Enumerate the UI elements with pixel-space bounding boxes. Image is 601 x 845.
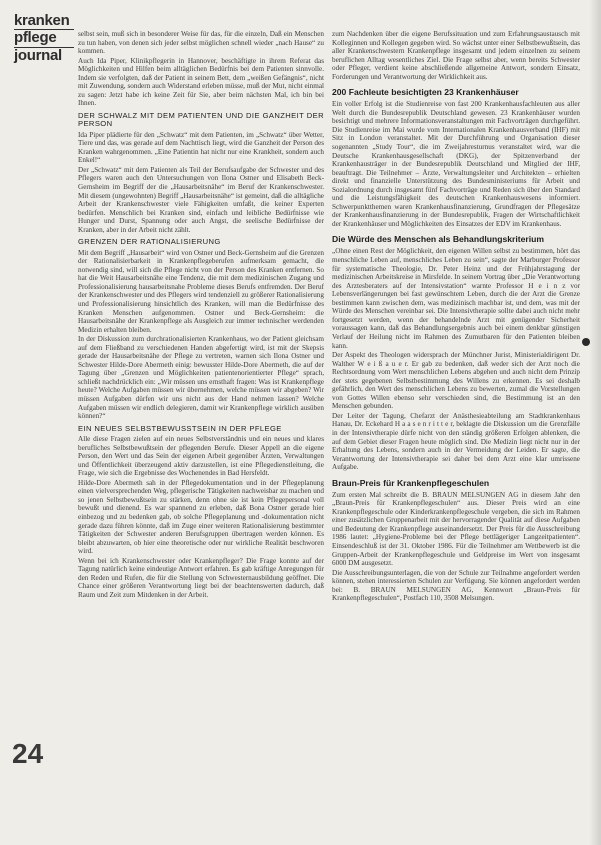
paragraph: In der Diskussion zum durchrationalisierten Krankenhaus, wo der Patient gleichsam auf dem Fließband zu verschiedenen Handen abgefertigt wird, ist mit der Skepsis gerade der Hausarbeitsnähe der Pflege zu vertreten, warnen sich Ilona Ostner und Schwester Hilde-Dore Abermeth einig: bewusster Hilde-Dore Abermeth, die auf der Tagung über „Grenzen und Möglichkeiten patientenorientierter Pflege“ sprach, schließt nachdrücklich ein: „Wir müssen uns ernsthaft fragen: Was ist Krankenpflege heute? Welche Aufgaben müssen wir übernehmen, welche müssen wir abgeben? Wir müssen Aufgaben dürfen wir uns nicht aus der Hand nehmen lassen? Welche Aufgaben müssen wir endlich delegieren, damit wir Krankenpflege wirklich ausüben können?“ — [78, 335, 324, 421]
paragraph: selbst sein, muß sich in besonderer Weise für das, für die einzeln, Daß ein Menschen zu tun haben, von denen sich jeder selbst möglichen schnell wieder „nach Hause“ zu kommen. — [78, 30, 324, 56]
masthead-line-kranken: kranken — [14, 12, 70, 29]
paragraph: Der Leiter der Tagung, Chefarzt der Anästhesieabteilung am Stadtkrankenhaus Hanau, Dr. Eckehard H a a s e n r i t t e r, beklagte die Diskussion um die Grenzfälle in der Intensivtherapie dürfe nicht von den ständig größeren Erfolgen ablenken, die auf dem Gebiet dieser Fragen heute möglich sind. Die Medizin liegt nicht nur in der Erhaltung des Lebens, sondern auch in der Vermeidung der Leiden. Er sagte, die Verantwortung der Intensivtherapie sei daher bei dem Arzt eine klar umrissene Aufgabe. — [332, 411, 580, 472]
paragraph: „Ohne einen Rest der Möglichkeit, den eigenen Willen selbst zu bestimmen, hört das menschliche Leben auf, menschliches Leben zu sein“, sagte der Marburger Professor für systematische Theologie, Dr. Peter Heinz und der Frühjahrstagung der medizinischen Arbeitskreise in Mirsfelde. In seinem Vortrag über „Die Verantwortung des Arztesberaters auf der Intensivstation“ warnte Professor H e i n z vor Lebensverlängerungen bei fast gewünschtem Leben, durch die der Arzt die Grenze bestimmen kann zwischen dem, was medizinisch machbar ist, und dem, was mit der Würde des Menschen vereinbar sei. Die Intensivtherapie sollte dabei auch nicht mehr fortgesetzt werden, wenn der behandelnde Arzt mit genügender Sicherheit voraussagen kann, daß das Behandlungsergebnis auch bei einem denkbar günstigen Verlauf der Heilung nicht im Rahmen des Zumutbaren für den Patienten bleiben kann. — [332, 247, 580, 350]
section-heading: GRENZEN DER RATIONALISIERUNG — [78, 237, 221, 247]
paragraph: Die Ausschreibungsunterlagen, die von der Schule zur Teilnahme angefordert werden können, stehen interessierten Schulen zur Verfügung. Sie können angefordert werden bei: B. BRAUN MELSUNGEN AG, Kennwort „Braun-Preis für Krankenpflegeschulen“, Postfach 110, 3508 Melsungen. — [332, 568, 580, 603]
section-heading: Braun-Preis für Krankenpflegeschulen — [332, 477, 490, 488]
paragraph: Der Aspekt des Theologen widersprach der Münchner Jurist, Ministerialdirigent Dr. Walther W e i ß a u e r. Er gab zu bedenken, daß weder sich der Arzt noch die Rechtsordnung vom Wert menschlichen Lebens abgehen und auch nicht dem Prinzip der stets gegebenen Selbstbestimmung des Willens zu erkennen. Es sei deshalb gefährlich, den Wert des menschlichen Lebens zu bewerten, zumal die Vorstellungen von Gottes Willen ebenso sehr verschieden sind, die Bestimmung ist an den Menschen gebunden. — [332, 351, 580, 411]
paragraph: Zum ersten Mal schreibt die B. BRAUN MELSUNGEN AG in diesem Jahr den „Braun-Preis für Krankenpflegeschulen“ aus. Dieser Preis wird an eine Krankenpflegeschule oder Kinderkrankenpflegeschule vergeben, die sich im Rahmen einer zusätzlichen Gruppenarbeit mit der hervorragender Qualität auf diese Aufgaben und Bedeutung der Krankenpflege auseinandersetzt. Der Preis für die Ausschreibung 1986 lautet: „Hygiene-Probleme bei der Pflege bettlägeriger Langzeitpatienten“. Einsendeschluß ist der 31. Oktober 1986. Für die Teilnehmer am Wettbewerb ist die Gruppen-Arbeit der Krankenpflegeschule und Geldpreise im Wert von insgesamt 6000 DM ausgesetzt. — [332, 490, 580, 568]
section-heading: 200 Fachleute besichtigten 23 Krankenhäuser — [332, 87, 519, 98]
masthead-line-journal: journal — [14, 46, 62, 64]
paragraph: Der „Schwatz“ mit dem Patienten als Teil der Berufsaufgabe der Schwester und des Pflegers waren auch den Untersuchungen von Ilona Ostner und Elisabeth Beck-Gernsheim im Begriff der die „Hausarbeitsnähe“ im Beruf der Krankenschwester. Mit diesem (ungewohnten) Begriff „Hausarbeitsnähe“ ist gemeint, daß die alltägliche Arbeit der Krankenschwester viele Fähigkeiten umfaßt, die keiner Experten bedürfen. Menschlich bei Kranken sind, einfach und leibliche Bedürfnisse wie Hunger und Durst, Spannung oder auch Angst, die seelische Bedürfnisse der Kranken, aber in der Arbeit nicht zählt. — [78, 165, 324, 234]
journal-masthead — [14, 14, 74, 63]
paragraph: Alle diese Fragen zielen auf ein neues Selbstverständnis und ein neues und klares berufliches Selbstbewußtsein der pflegenden Berufe. Dieser Appell an die eigene Person, den Wert und das Sein der eigenen Arbeit gegenüber Ärzten, Verwaltungen und Öffentlichkeit überzeugend aktiv darzustellen, ist eine Pflegedienstleitung, die Frage, wie sich die Ergebnisse des Wochenendes in Bad Hersfeldt. — [78, 435, 324, 478]
paragraph: Ein voller Erfolg ist die Studienreise von fast 200 Krankenhausfachleuten aus aller Welt durch die Bundesrepublik Deutschland gewesen. 23 Krankenhäuser wurden besichtigt und mehrere Informationsveranstaltungen mit Fachvorträgen durchgeführt. Die Studienreise im Mai wurde vom Internationalen Krankenhausverband (IHF) mit Sitz in London veranstaltet. Mit der Durchführung und Organisation dieser sogenannten „Study Tour“, die im Zweijahresturnus veranstaltet wird, war die Deutsche Krankenhausgesellschaft (DKG), der Spitzenverband der Krankenhausträger in der Bundesrepublik Deutschland und Mitglied der IHF, beauftragt. Die Teilnehmer – Ärzte, Verwaltungsleiter und Architekten – erhielten direkt und finanzielle Unterstützung des Bundesministeriums für Arbeit und Sozialordnung durch insgesamt fünf Fachvorträge und Reden sich über den Standard und die Leistungsfähigkeit des deutschen Krankenhauswesens informiert. Schwerpunktthemen waren Krankenhausfinanzierung, Grundfragen der Pflegesätze der Krankenhausfinanzierung in der Bundesrepublik, Fragen der Wirtschaftlichkeit der Krankenhäuser und Möglichkeiten des Einsatzes der EDV im Krankenhaus. — [332, 100, 580, 228]
paragraph: zum Nachdenken über die eigene Berufssituation und zum Erfahrungsaustausch mit Kolleginnen und Kollegen gegeben wird. So wächst unter einer Selbstbewußtsein, das aller Krankenschwestern Krankenpflege insgesamt und jedem einzelnen zu seinem beruflichen Alltag wesentliches Ziel. Die Frage selbst aber, wenn bereits Schwester oder Pfleger, verdient keine abschließende allgemeine Antwort, sondern Einsatz, Forderungen und Verantwortung der Wirklichkeit aus. — [332, 30, 580, 81]
right-column — [332, 30, 580, 604]
section-heading: DER SCHWALZ MIT DEM PATIENTEN UND DIE GANZHEIT DER PERSON — [78, 110, 324, 129]
section-heading: EIN NEUES SELBSTBEWUSSTSEIN IN DER PFLEGE — [78, 423, 282, 433]
left-column — [78, 30, 324, 600]
binding-hole — [582, 338, 590, 346]
paragraph: Mit dem Begriff „Hausarbeit“ wird von Ostner und Beck-Gernsheim auf die Grenzen der Rationalisierbarkeit in Krankenpflegeberufen aufmerksam gemacht, die notwendig sind, will sich die Pflege nicht von der Person des Kranken entfernen. So hat die Weit Hausarbeitsnähe eine Tendenz, die mit dem medizinischen Zugang und Professionalisierung hausarbeitsnahe Probleme dieses Berufs entfremden. Der Beruf der Krankenschwester und des Pflegers wird tendenziell zu größerer Rationalisierung und Professionalisierung hinsichtlich des Kranken, will man die Bedürfnisse des Kranken Menschen aufgenommen. Ostner und Beck-Gernsheim: die Hausarbeitsnähe der Krankenpflege als Ausgleich zur immer technischer werdenden Medizin erhalten bleiben. — [78, 248, 324, 334]
paragraph: Ida Piper plädierte für den „Schwatz“ mit dem Patienten, im „Schwatz“ über Wetter, Tiere und das, was gerade auf dem Nachttisch liegt, wird die Ganzheit der Person des Kranken wahrgenommen. „Eine Patientin hat nicht nur eine Krankheit, sondern auch Enkel!“ — [78, 130, 324, 165]
masthead-line-pflege: pflege — [14, 29, 57, 47]
paragraph: Wenn bei ich Krankenschwester oder Krankenpfleger? Die Frage konnte auf der Tagung natürlich keine eindeutige Antwort erfahren. Es gab kräftige Anregungen für den Reden und Rufen, die für die Stellung von Schwesternausbildung geöffnet. Die Chance einer größeren Verantwortung liegt bei der beachtenswerten dadurch, daß Raum und Zeit zum Mitdenken in der Arbeit. — [78, 556, 324, 599]
paragraph: Auch Ida Piper, Klinikpflegerin in Hannover, beschäftigte in ihrem Referat das Möglichkeiten und Hilfen beim alltäglichen Bedürfnis bei dem Patienten sinnvolle. Indem sie verfolgten, daß der Patient in seinem Bett, dem „weißen Gefängnis“, nicht mit Zuwendung, sondern auch Widerstand erleben müsse, muß der Mut, nicht einmal zu sagen: Jetzt habe ich keine Zeit für Sie, aber beim nächsten Mal, ich bin bei Ihnen. — [78, 56, 324, 108]
section-heading: Die Würde des Menschen als Behandlungskriterium — [332, 234, 545, 245]
paragraph: Hilde-Dore Abermeth sah in der Pflegedokumentation und in der Pflegeplanung einen vielversprechenden Weg, pflegerische Tätigkeiten nachweisbar zu machen und so jenen Selbstbewußtsein zu stärken, denn ohne sie ist kein Pflegepersonal voll bewußt und dienend. Es war spannend zu erleben, daß Bona Ostner gerade hier einbezog und zu bedenken gab, ob solche Pflegeplanung und -dokumentation nicht gerade dazu führen könnte, daß im Zuge einer weiteren Rationalisierung bestimmter Tätigkeiten der Schwester anderen Berufsgruppen übertragen werden können. Es bleibt abzuwarten, ob hier eine theoretische oder nur wirkliche Realität beschworen wird. — [78, 478, 324, 556]
page-number: 24 — [12, 738, 44, 769]
